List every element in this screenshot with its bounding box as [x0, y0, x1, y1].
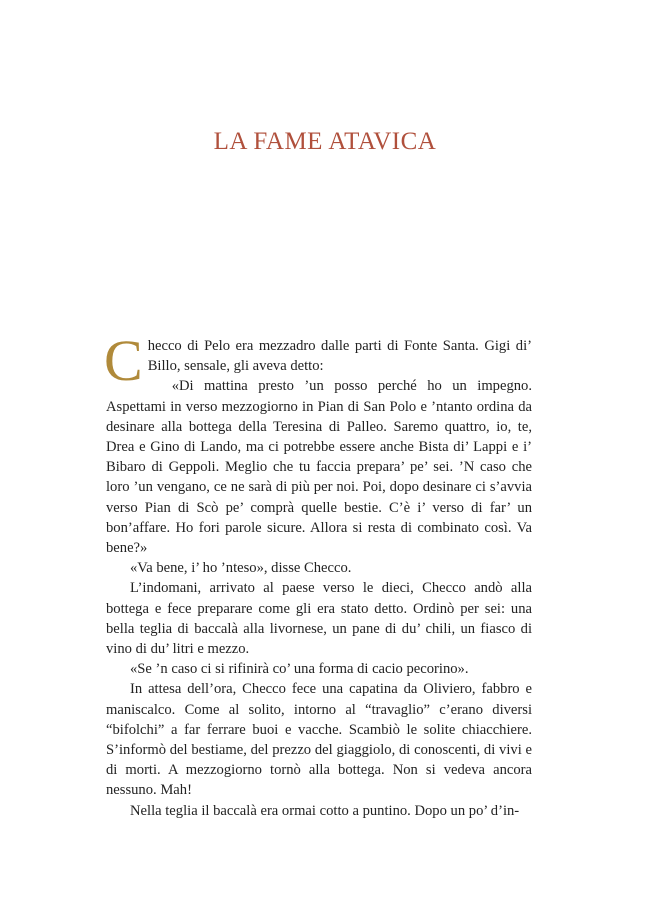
drop-cap: C	[104, 328, 143, 393]
paragraph-1-text: hecco di Pelo era mezzadro dalle parti di Fonte Santa. Gigi di’ Billo, sensale, gli aveva detto:	[147, 338, 532, 375]
paragraph-3: «Va bene, i’ ho ’nteso», disse Checco.	[130, 560, 352, 577]
paragraph-5: «Se ’n caso ci si rifinirà co’ una forma di cacio pecorino».	[130, 661, 469, 678]
paragraph-2: «Di mattina presto ’un posso perché ho un impegno. Aspettami in verso mezzogiorno in Pian di San Polo e ’ntanto ordina da desinare alla bottega della Teresina di Palleo. Saremo quattro, io, te, Drea e Gino di Lando, ma ci potrebbe essere anche Bista di’ Lappi e i’ Bibaro di Geppoli. Meglio che tu faccia prepara’ pe’ sei. ’N caso che loro ’un vengano, ce ne sarà di più per noi. Poi, dopo desinare ci s’avvia verso Pian di Scò pe’ comprà quelle bestie. C’è i’ verso di far’ un bon’affare. Ho fori parole sicure. Allora si resta di combinato così. Va bene?»	[106, 378, 532, 557]
paragraph-1	[104, 328, 532, 393]
paragraph-6: In attesa dell’ora, Checco fece una capatina da Oliviero, fabbro e maniscalco. Come al solito, intorno al “travaglio” c’erano diversi “bifolchi” a far ferrare buoi e vacche. Scambiò le solite chiacchiere. S’informò del bestiame, del prezzo del giaggiolo, di conoscenti, di vivi e di morti. A mezzogiorno tornò alla bottega. Non si vedeva ancora nessuno. Mah!	[106, 681, 532, 799]
paragraph-7: Nella teglia il baccalà era ormai cotto a puntino. Dopo un po’ d’in-	[130, 802, 520, 819]
story-text	[104, 328, 532, 821]
paragraph-4: L’indomani, arrivato al paese verso le dieci, Checco andò alla bottega e fece preparare come gli era stato detto. Ordinò per sei: una bella teglia di baccalà alla livornese, un pane di du’ chili, un fiasco di vino di du’ litri e mezzo.	[106, 580, 532, 658]
chapter-title: LA FAME ATAVICA	[213, 128, 437, 155]
